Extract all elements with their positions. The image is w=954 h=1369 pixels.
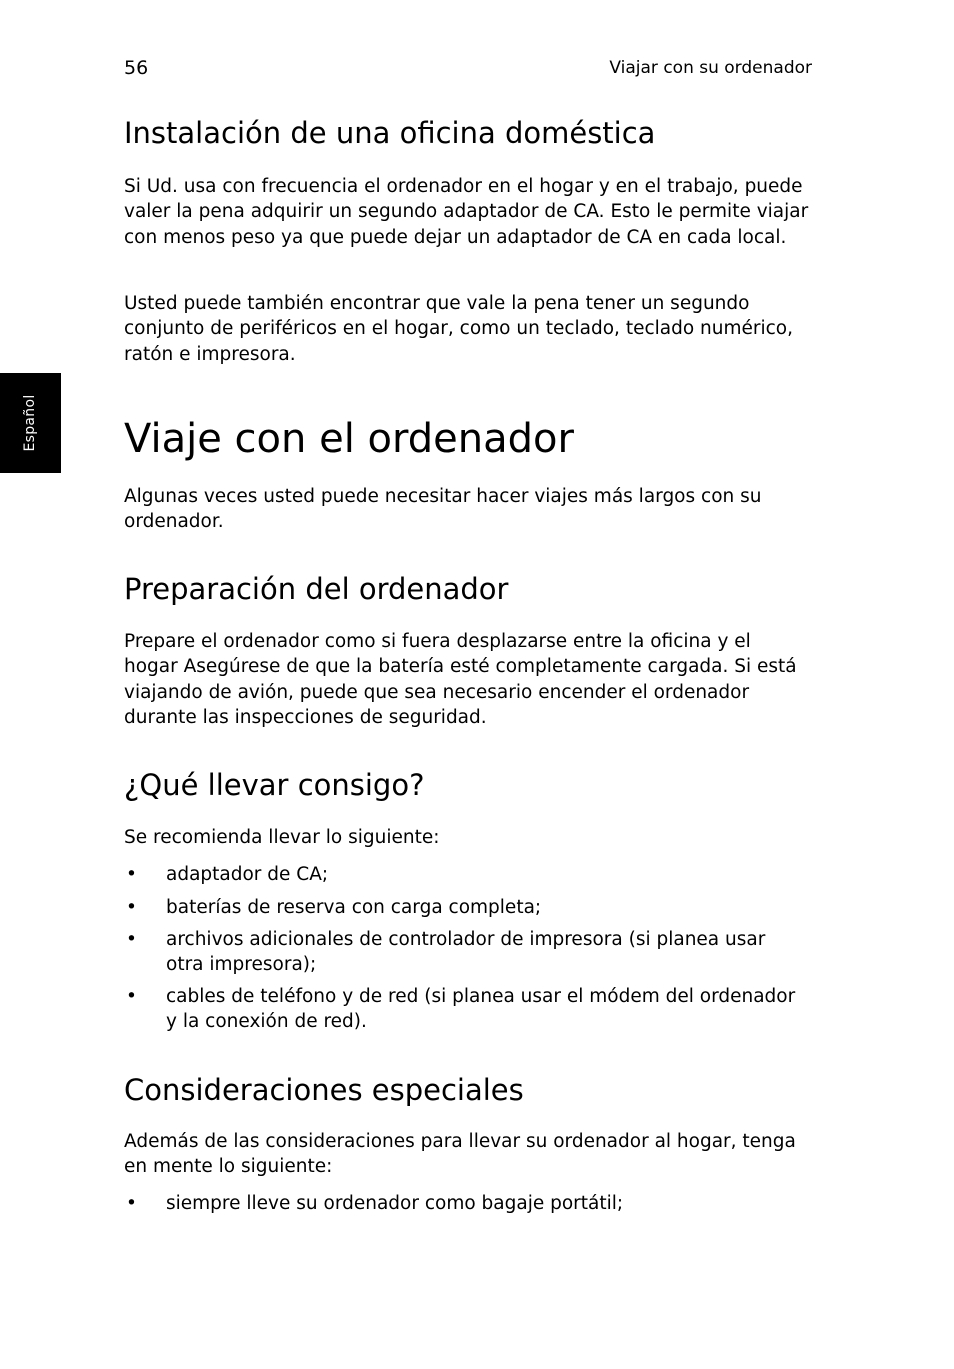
- list-item-text: archivos adicionales de controlador de impresora (si planea usar otra impresora);: [166, 929, 766, 976]
- home-office-paragraph-1: Si Ud. usa con frecuencia el ordenador en el hogar y en el trabajo, puede valer la pena adquirir un segundo adaptador de CA. Esto le permite viajar con menos peso ya que puede dejar un adaptador de CA en cada local.: [124, 176, 809, 248]
- bullet-icon: •: [126, 986, 137, 1007]
- heading-home-office: Instalación de una oficina doméstica: [124, 116, 656, 150]
- special-intro: Además de las consideraciones para llevar su ordenador al hogar, tenga en mente lo siguiente:: [124, 1131, 796, 1178]
- language-tab: [0, 373, 61, 473]
- bullet-icon: •: [126, 864, 137, 885]
- list-item-text: baterías de reserva con carga completa;: [166, 897, 542, 918]
- heading-travel: Viaje con el ordenador: [124, 416, 574, 462]
- list-item-text: cables de teléfono y de red (si planea usar el módem del ordenador y la conexión de red).: [166, 986, 796, 1033]
- bullet-icon: •: [126, 929, 137, 950]
- travel-paragraph: Algunas veces usted puede necesitar hacer viajes más largos con su ordenador.: [124, 486, 762, 533]
- heading-preparation: Preparación del ordenador: [124, 572, 509, 606]
- bullet-icon: •: [126, 897, 137, 918]
- home-office-paragraph-2: Usted puede también encontrar que vale la pena tener un segundo conjunto de periféricos en el hogar, como un teclado, teclado numérico, ratón e impresora.: [124, 293, 794, 365]
- running-header: Viajar con su ordenador: [609, 58, 812, 78]
- list-item-text: siempre lleve su ordenador como bagaje portátil;: [166, 1193, 624, 1214]
- preparation-paragraph: Prepare el ordenador como si fuera desplazarse entre la oficina y el hogar Asegúrese de que la batería esté completamente cargada. Si está viajando de avión, puede que sea necesario encender el ordenador durante las inspecciones de seguridad.: [124, 631, 797, 728]
- language-tab-label: Español: [22, 394, 38, 452]
- page-number: 56: [124, 57, 149, 79]
- bullet-icon: •: [126, 1193, 137, 1214]
- what-to-bring-intro: Se recomienda llevar lo siguiente:: [124, 827, 440, 848]
- heading-special: Consideraciones especiales: [124, 1073, 524, 1107]
- list-item-text: adaptador de CA;: [166, 864, 329, 885]
- heading-what-to-bring: ¿Qué llevar consigo?: [124, 768, 425, 802]
